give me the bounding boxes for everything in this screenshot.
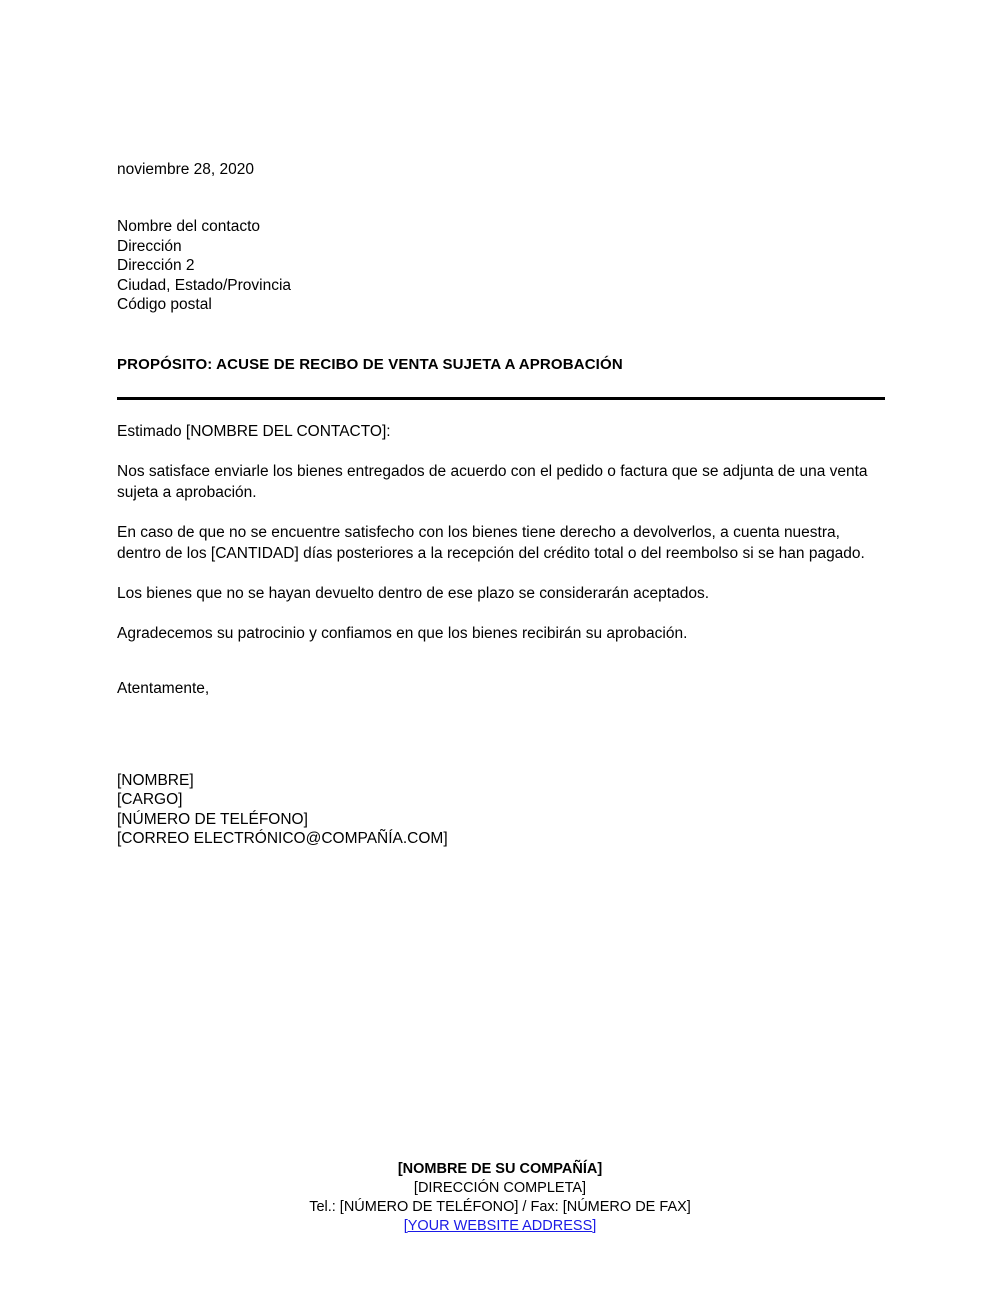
letter-body — [117, 421, 885, 849]
horizontal-rule — [117, 397, 885, 400]
footer-website-text[interactable]: [YOUR WEBSITE ADDRESS] — [403, 1218, 597, 1234]
signature-phone: [NÚMERO DE TELÉFONO] — [117, 810, 308, 828]
spacer-after-date — [117, 180, 885, 217]
footer-website-link[interactable] — [0, 1217, 1000, 1236]
recipient-line-2: Dirección — [117, 237, 182, 255]
signature-name: [NOMBRE] — [117, 771, 194, 789]
footer-contact: Tel.: [NÚMERO DE TELÉFONO] / Fax: [NÚMERO DE FAX] — [309, 1199, 691, 1215]
footer-company-name: [NOMBRE DE SU COMPAÑÍA] — [397, 1161, 603, 1177]
letter-date: noviembre 28, 2020 — [117, 161, 255, 178]
recipient-address-block — [117, 217, 885, 315]
recipient-line-1: Nombre del contacto — [117, 218, 261, 235]
spacer-after-address — [117, 315, 885, 355]
letter-paragraph-1: Nos satisface enviarle los bienes entregados de acuerdo con el pedido o factura que se adjunta de una venta sujeta a aprobación. — [117, 462, 868, 501]
letter-paragraph-2: En caso de que no se encuentre satisfecho con los bienes tiene derecho a devolverlos, a cuenta nuestra, dentro de los [CANTIDAD] días posteriores a la recepción del crédito total o del reembolso si se han pagado. — [117, 523, 865, 562]
recipient-line-4: Ciudad, Estado/Provincia — [117, 276, 292, 294]
letter-paragraph-4: Agradecemos su patrocinio y confiamos en que los bienes recibirán su aprobación. — [117, 624, 688, 642]
letter-subject: PROPÓSITO: ACUSE DE RECIBO DE VENTA SUJETA A APROBACIÓN — [117, 355, 623, 373]
signature-title: [CARGO] — [117, 791, 183, 808]
recipient-line-3: Dirección 2 — [117, 257, 195, 274]
letter-content — [117, 160, 885, 849]
signature-email: [CORREO ELECTRÓNICO@COMPAÑÍA.COM] — [117, 830, 448, 847]
letter-paragraph-3: Los bienes que no se hayan devuelto dentro de ese plazo se considerarán aceptados. — [117, 584, 710, 602]
signature-block — [117, 771, 885, 849]
page-footer — [0, 1160, 1000, 1236]
letter-closing: Atentamente, — [117, 679, 210, 697]
recipient-line-5: Código postal — [117, 296, 212, 313]
footer-address: [DIRECCIÓN COMPLETA] — [413, 1180, 587, 1196]
letter-salutation: Estimado [NOMBRE DEL CONTACTO]: — [117, 422, 391, 440]
